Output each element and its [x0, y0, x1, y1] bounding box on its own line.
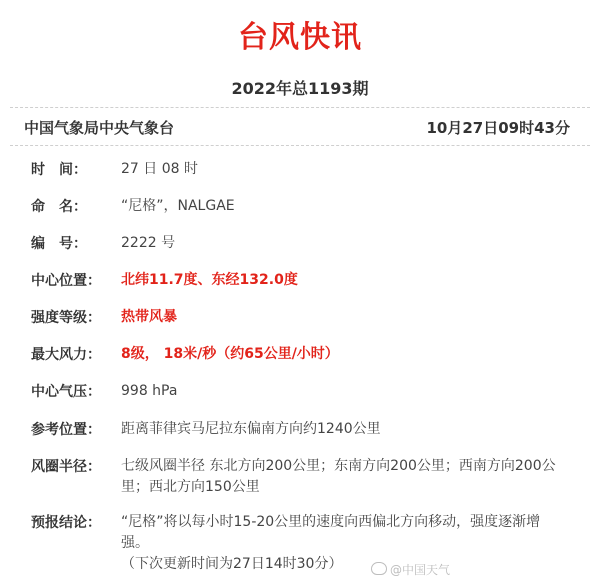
field-label: 参考位置： — [31, 422, 101, 438]
issued-time: 10月27日09时43分 — [426, 119, 570, 137]
field-label: 中心位置： — [31, 273, 101, 289]
field-label: 最大风力： — [31, 347, 101, 363]
field-value: 七级风圈半径 东北方向200公里；东南方向200公里；西南方向200公里；西北方向150公里 — [121, 458, 556, 495]
field-value — [121, 512, 566, 575]
field-value: 2222 号 — [121, 235, 176, 251]
bulletin-title: 台风快讯 — [238, 20, 362, 55]
field-value: 8级， 18米/秒（约65公里/小时） — [121, 346, 339, 362]
weibo-icon — [371, 562, 387, 575]
field-label: 中心气压： — [31, 384, 101, 400]
field-value: 北纬11.7度、东经132.0度 — [121, 272, 298, 288]
field-label: 编 号： — [31, 236, 87, 252]
forecast-text: “尼格”将以每小时15-20公里的速度向西偏北方向移动，强度逐渐增强。 — [121, 514, 541, 551]
issuer-name: 中国气象局中央气象台 — [24, 119, 175, 137]
field-value: 27 日 08 时 — [121, 161, 198, 177]
next-update-note: （下次更新时间为27日14时30分） — [121, 556, 343, 572]
field-label: 风圈半径： — [31, 459, 101, 475]
watermark: @中国天气 — [371, 561, 450, 578]
field-label: 命 名： — [31, 199, 87, 215]
issue-number: 2022年总1193期 — [231, 79, 369, 98]
divider — [10, 107, 590, 108]
field-label: 强度等级： — [31, 310, 101, 326]
field-value: 距离菲律宾马尼拉东偏南方向约1240公里 — [121, 421, 381, 437]
field-value: 热带风暴 — [121, 309, 177, 325]
field-value: 998 hPa — [121, 383, 178, 399]
field-value: “尼格”，NALGAE — [121, 198, 235, 214]
field-label: 预报结论： — [31, 515, 101, 531]
field-label: 时 间： — [31, 162, 87, 178]
divider — [10, 145, 590, 146]
